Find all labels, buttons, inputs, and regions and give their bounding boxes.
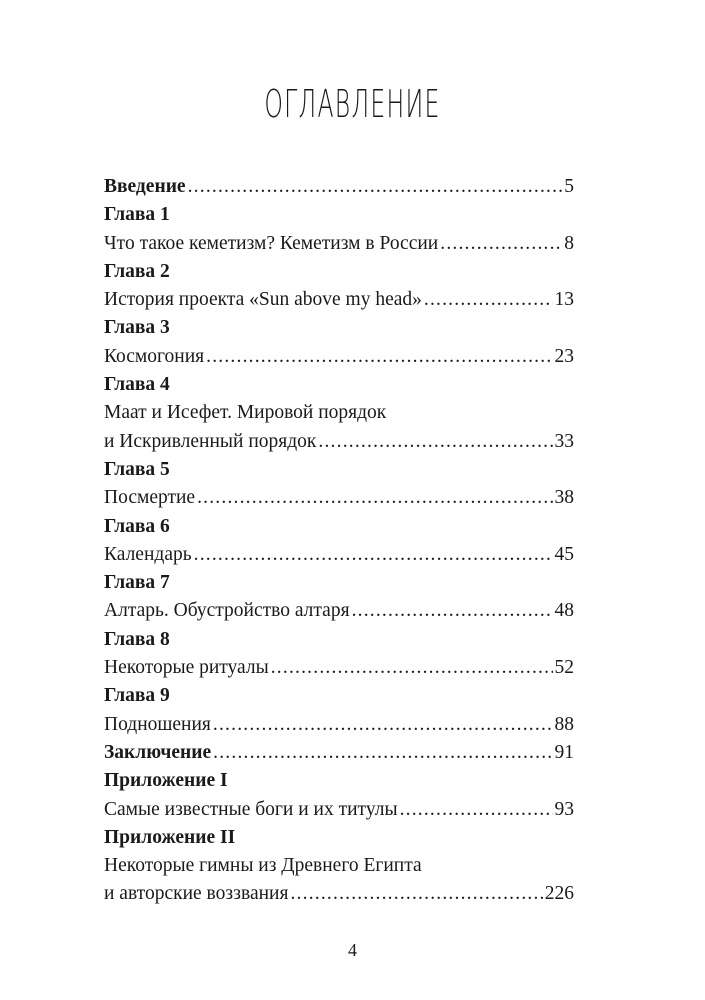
toc-heading: Глава 4 [104, 374, 170, 396]
toc-title: Календарь [104, 543, 192, 565]
page-title: ОГЛАВЛЕНИЕ [264, 82, 441, 126]
toc-page-number: 45 [554, 543, 574, 565]
toc-entry-conclusion[interactable] [104, 739, 574, 767]
toc-heading: Глава 9 [104, 685, 170, 707]
toc-heading: Глава 2 [104, 260, 170, 282]
dot-leader [206, 343, 552, 371]
toc-title: Что такое кеметизм? Кеметизм в России [104, 232, 439, 254]
toc-entry-chapter-4[interactable] [104, 371, 574, 456]
toc-page-number: 48 [554, 600, 574, 622]
toc-heading: Глава 1 [104, 204, 170, 226]
table-of-contents [104, 173, 574, 909]
dot-leader [424, 286, 553, 314]
toc-entry-chapter-2[interactable] [104, 258, 574, 315]
toc-title: Самые известные боги и их титулы [104, 798, 398, 820]
toc-entry-chapter-1[interactable] [104, 201, 574, 258]
dot-leader [194, 541, 553, 569]
toc-heading: Глава 5 [104, 458, 170, 480]
toc-page-number: 52 [554, 657, 574, 679]
dot-leader [352, 597, 553, 625]
toc-heading: Глава 6 [104, 515, 170, 537]
toc-title-continuation: и Искривленный порядок [104, 430, 317, 452]
toc-entry-chapter-8[interactable] [104, 626, 574, 683]
dot-leader [188, 173, 563, 201]
toc-page-number: 38 [554, 487, 574, 509]
toc-page-number: 226 [544, 883, 574, 905]
toc-entry-chapter-3[interactable] [104, 314, 574, 371]
dot-leader [213, 739, 552, 767]
toc-heading: Глава 3 [104, 317, 170, 339]
toc-page-number: 23 [554, 345, 574, 367]
toc-title: Подношения [104, 713, 211, 735]
dot-leader [213, 711, 553, 739]
toc-entry-chapter-5[interactable] [104, 456, 574, 513]
toc-heading: Введение [104, 176, 186, 197]
toc-title: Маат и Исефет. Мировой порядок [104, 402, 387, 424]
toc-title: Алтарь. Обустройство алтаря [104, 600, 350, 622]
toc-page-number: 8 [564, 232, 574, 254]
dot-leader [318, 428, 552, 456]
toc-entry-introduction[interactable] [104, 173, 574, 201]
toc-page-number: 33 [554, 430, 574, 452]
toc-heading: Глава 7 [104, 572, 170, 594]
toc-entry-appendix-2[interactable] [104, 824, 574, 909]
dot-leader [440, 230, 562, 258]
toc-entry-chapter-7[interactable] [104, 569, 574, 626]
toc-heading: Приложение I [104, 770, 228, 792]
toc-title: Некоторые ритуалы [104, 657, 269, 679]
toc-title: История проекта «Sun above my head» [104, 289, 422, 311]
toc-title: Посмертие [104, 487, 196, 509]
toc-entry-appendix-1[interactable] [104, 767, 574, 824]
toc-entry-chapter-9[interactable] [104, 682, 574, 739]
toc-heading: Приложение II [104, 826, 236, 848]
page-number: 4 [348, 940, 357, 960]
toc-page-number: 91 [554, 741, 574, 763]
toc-entry-chapter-6[interactable] [104, 513, 574, 570]
dot-leader [290, 880, 542, 908]
toc-title: Некоторые гимны из Древнего Египта [104, 855, 422, 877]
toc-page-number: 93 [554, 798, 574, 820]
toc-heading: Заключение [104, 741, 212, 763]
dot-leader [271, 654, 553, 682]
dot-leader [400, 796, 553, 824]
toc-page-number: 88 [554, 713, 574, 735]
dot-leader [197, 484, 552, 512]
toc-title-continuation: и авторские воззвания [104, 883, 289, 905]
toc-page-number: 13 [554, 289, 574, 311]
toc-heading: Глава 8 [104, 628, 170, 650]
toc-title: Космогония [104, 345, 205, 367]
toc-page-number: 5 [564, 176, 574, 197]
